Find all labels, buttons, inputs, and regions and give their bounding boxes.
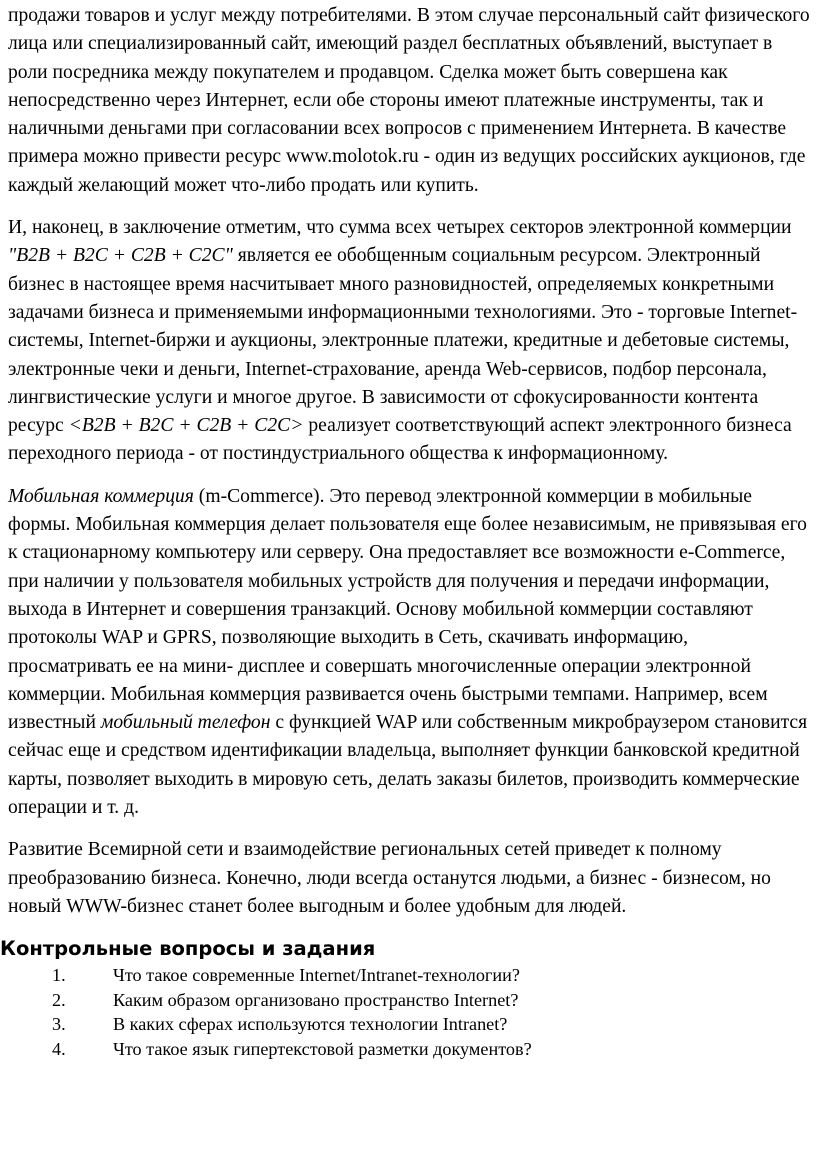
paragraph-mobile-commerce	[8, 483, 814, 823]
paragraph-text: (m-Commerce). Это перевод электронной коммерции в мобильные формы. Мобильная коммерция делает пользователя еще более независимым, не привязывая его к стационарному компьютеру или серверу. Она предоставляет все возможности e-Commerce, при наличии у пользователя мобильных устройств для получения и передачи информации, выхода в Интернет и совершения транзакций. Основу мобильной коммерции составляют протоколы WAP и GPRS, позволяющие выходить в Сеть, скачивать информацию, просматривать ее на мини- дисплее и совершать многочисленные операции электронной коммерции. Мобильная коммерция развивается очень быстрыми темпами. Например, всем известный	[8, 485, 807, 734]
paragraph-ebusiness-sum	[8, 214, 814, 469]
list-item-number: 1.	[52, 965, 66, 986]
list-item-number: 3.	[52, 1014, 66, 1035]
list-item	[8, 988, 814, 1013]
list-item-text: Что такое язык гипертекстовой разметки документов?	[113, 1038, 532, 1059]
formula-sectors-brackets: <B2B + B2C + C2B + C2C>	[68, 415, 304, 437]
list-item-text: Каким образом организовано пространство Internet?	[113, 989, 519, 1010]
list-item-number: 2.	[52, 989, 66, 1010]
paragraph-text: с функцией WAP или собственным микробраузером становится сейчас еще и средством идентификации владельца, выполняет функции банковской кредитной карты, позволяет выходить в мировую сеть, делать заказы билетов, производить коммерческие операции и т. д.	[8, 712, 808, 819]
term-mobile-phone: мобильный телефон	[100, 712, 271, 734]
list-item	[8, 1037, 814, 1062]
questions-list	[8, 963, 814, 1061]
paragraph-text: реализует соответствующий аспект электронного бизнеса переходного периода - от постиндустриального общества к информационному.	[8, 415, 792, 465]
section-heading: Контрольные вопросы и задания	[0, 937, 376, 961]
term-mobile-commerce: Мобильная коммерция	[8, 485, 194, 507]
paragraph-text: И, наконец, в заключение отметим, что сумма всех четырех секторов электронной коммерции	[8, 217, 792, 239]
list-item	[8, 963, 814, 988]
paragraph-www-business: Развитие Всемирной сети и взаимодействие региональных сетей приведет к полному преобразованию бизнеса. Конечно, люди всегда останутся людьми, а бизнес - бизнесом, но новый WWW-бизнес станет более выгодным и более удобным для людей.	[8, 839, 771, 917]
list-item-text: Что такое современные Internet/Intranet-технологии?	[113, 965, 520, 986]
list-item-number: 4.	[52, 1038, 66, 1059]
paragraph-c2c-intro: продажи товаров и услуг между потребителями. В этом случае персональный сайт физического лица или специализированный сайт, имеющий раздел бесплатных объявлений, выступает в роли посредника между покупателем и продавцом. Сделка может быть совершена как непосредственно через Интернет, если обе стороны имеют платежные инструменты, так и наличными деньгами при согласовании всех вопросов с применением Интернета. В качестве примера можно привести ресурс www.molotok.ru - один из ведущих российских аукционов, где каждый желающий может что-либо продать или купить.	[8, 5, 810, 196]
list-item-text: В каких сферах используются технологии Intranet?	[113, 1014, 508, 1035]
paragraph-text: является ее обобщенным социальным ресурсом. Электронный бизнес в настоящее время насчитывает много разновидностей, определяемых конкретными задачами бизнеса и применяемыми информационными технологиями. Это - торговые Internet-системы, Internet-биржи и аукционы, электронные платежи, кредитные и дебетовые системы, электронные чеки и деньги, Internet-страхование, аренда Web-сервисов, подбор персонала, лингвистические услуги и многое другое. В зависимости от сфокусированности контента ресурс	[8, 245, 798, 437]
list-item	[8, 1012, 814, 1037]
formula-sectors: "B2B + B2C + C2B + C2C"	[8, 245, 233, 267]
